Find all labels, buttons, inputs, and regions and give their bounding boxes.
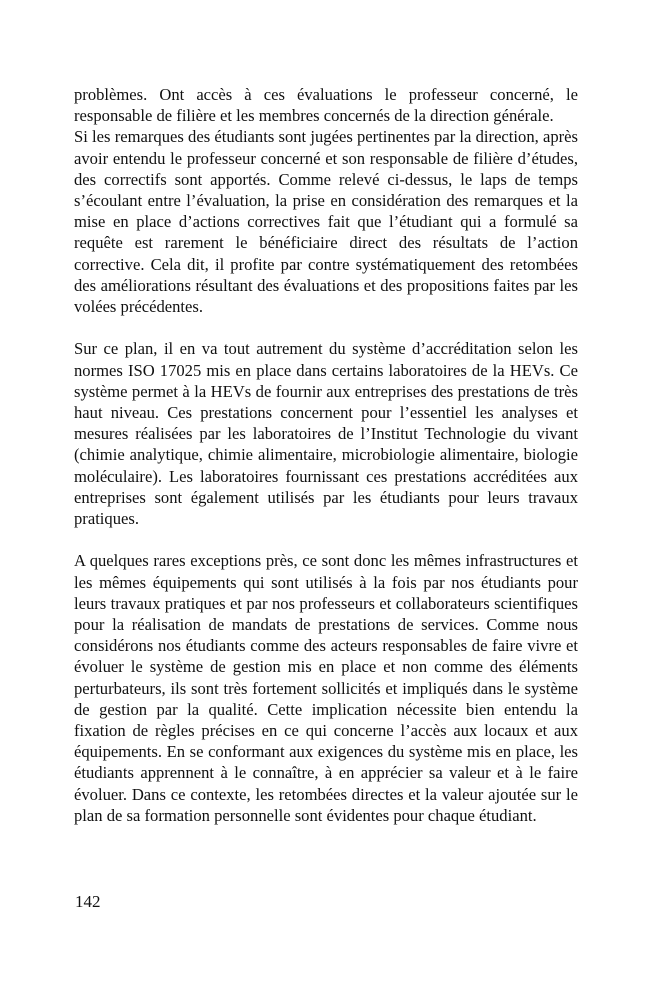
paragraph-iso-accreditation: Sur ce plan, il en va tout autrement du système d’accréditation selon les normes ISO 17025 mis en place dans certains laboratoires de la HEVs. Ce système permet à la HEVs de fournir aux entreprises des prestations de très haut niveau. Ces prestations concernent pour l’essentiel les analyses et mesures réalisées par les laboratoires de l’Institut Technologie du vivant (chimie analytique, chimie alimentaire, microbiologie alimentaire, biologie moléculaire). Les laboratoires fournissant ces prestations accréditées aux entreprises sont également utilisés par les étudiants pour leurs travaux pratiques. (74, 339, 578, 529)
paragraph-evaluations-access: problèmes. Ont accès à ces évaluations le professeur concerné, le responsable de filière et les membres concernés de la direction générale. (74, 85, 578, 126)
paragraph-corrective-actions: Si les remarques des étudiants sont jugées pertinentes par la direction, après avoir entendu le professeur concerné et son responsable de filière d’études, des correctifs sont apportés. Comme relevé ci-dessus, le laps de temps s’écoulant entre l’évaluation, la prise en considération des remarques et la mise en place d’actions correctives fait que l’étudiant qui a formulé sa requête est rarement le bénéficiaire direct des résultats de l’action corrective. Cela dit, il profite par contre systématiquement des retombées des améliorations résultant des évaluations et des propositions faites par les volées précédentes. (74, 127, 578, 317)
paragraph-shared-infrastructure: A quelques rares exceptions près, ce sont donc les mêmes infrastructures et les mêmes équipements qui sont utilisés à la fois par nos étudiants pour leurs travaux pratiques et par nos professeurs et collaborateurs scientifiques pour la réalisation de mandats de prestations de services. Comme nous considérons nos étudiants comme des acteurs responsables de faire vivre et évoluer le système de gestion mis en place et non comme des éléments perturbateurs, ils sont très fortement sollicités et impliqués dans le système de gestion par la qualité. Cette implication nécessite bien entendu la fixation de règles précises en ce qui concerne l’accès aux locaux et aux équipements. En se conformant aux exigences du système mis en place, les étudiants apprennent à le connaître, à en apprécier sa valeur et à le faire évoluer. Dans ce contexte, les retombées directes et la valeur ajoutée sur le plan de sa formation personnelle sont évidentes pour chaque étudiant. (74, 551, 578, 825)
page-body (74, 84, 578, 826)
page-number: 142 (75, 892, 101, 911)
